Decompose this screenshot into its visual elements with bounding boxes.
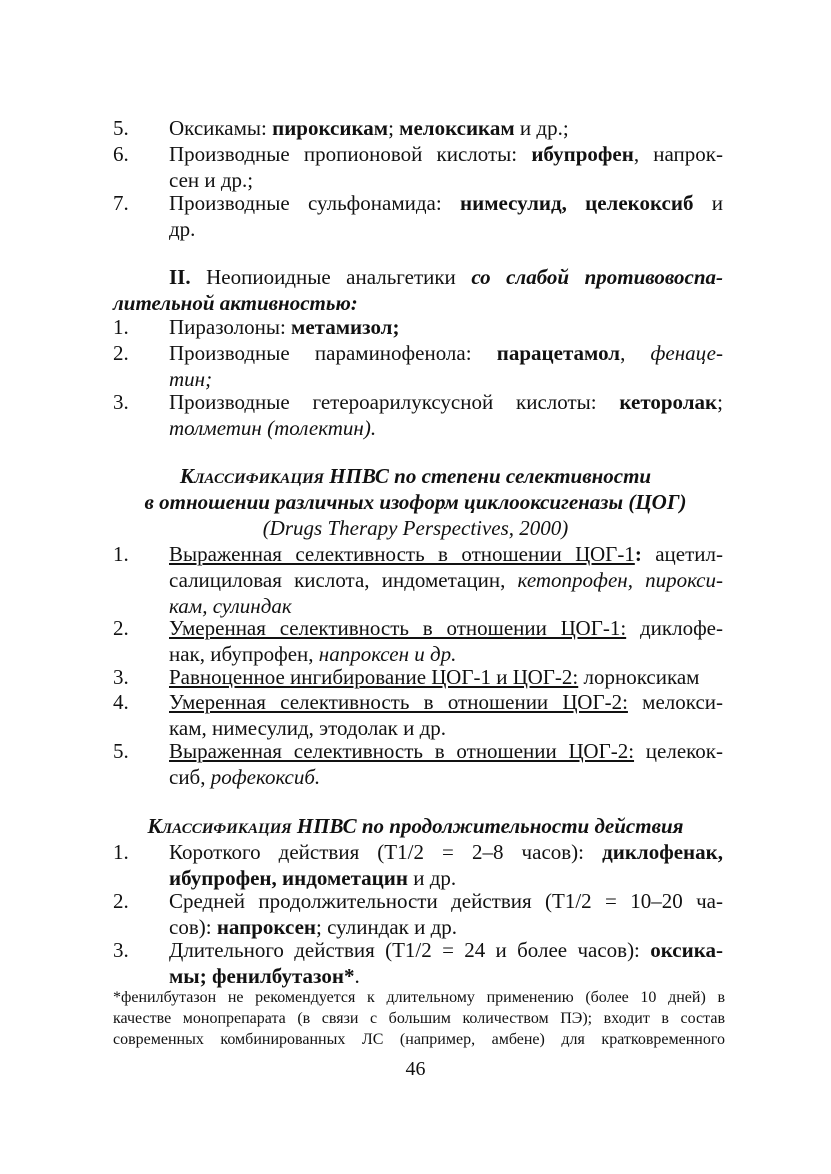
- item-number: 1.: [113, 315, 129, 339]
- item-number: 7.: [113, 191, 129, 215]
- item-number: 4.: [113, 690, 129, 714]
- item-number: 5.: [113, 116, 129, 140]
- section-heading: Классификация НПВС по степени селективности: [179, 464, 652, 488]
- drug-name: парацетамол: [496, 341, 621, 365]
- drug-name: диклофенак,: [602, 840, 723, 864]
- drug-name: мы; фенилбутазон*: [169, 964, 355, 988]
- item-number: 2.: [113, 341, 129, 365]
- drug-name: нимесулид, целекоксиб: [460, 191, 694, 215]
- item-number: 2.: [113, 889, 129, 913]
- section-heading-line: в отношении различных изоформ циклооксигеназы (ЦОГ): [144, 490, 687, 514]
- section-ii-paragraph: II. Неопиоидные анальгетики со слабой противовоспа- лительной активностью:: [113, 265, 723, 315]
- drug-name: кеторолак: [619, 390, 718, 414]
- drug-name: напроксен: [216, 915, 317, 939]
- item-number: 3.: [113, 938, 129, 962]
- item-number: 2.: [113, 616, 129, 640]
- footnote: *фенилбутазон не рекомендуется к длительному применению (более 10 дней) в качестве монопрепарата (в связи с большим количеством ПЭ); входит в состав современных комбинированных ЛС (например, амбене) для кратковременного: [113, 989, 725, 1048]
- item-number: 6.: [113, 142, 129, 166]
- drug-name: ибупрофен: [531, 142, 634, 166]
- item-text: Пиразолоны: метамизол;: [169, 315, 400, 339]
- page-number: 46: [405, 1058, 426, 1080]
- item-text: Производные сульфонамида: нимесулид, целекоксиб и др.: [169, 191, 723, 241]
- item-text: Короткого действия (Т1/2 = 2–8 часов): диклофенак, ибупрофен, индометацин и др.: [169, 840, 723, 890]
- item-text: Оксикамы: пироксикам; мелоксикам и др.;: [169, 116, 569, 140]
- item-text: Производные гетероарилуксусной кислоты: кеторолак; толметин (толектин).: [169, 390, 723, 440]
- drug-name: метамизол;: [291, 315, 400, 339]
- drug-name: оксика-: [650, 938, 723, 962]
- section-heading: Классификация НПВС по продолжительности действия: [147, 814, 684, 838]
- item-number: 1.: [113, 840, 129, 864]
- item-number: 1.: [113, 542, 129, 566]
- item-text: Умеренная селективность в отношении ЦОГ-2: мелокси- кам, нимесулид, этодолак и др.: [169, 690, 723, 740]
- item-text: Выраженная селективность в отношении ЦОГ-1: ацетил- салициловая кислота, индометацин, кетопрофен, пирокси- кам, сулиндак: [169, 542, 723, 618]
- item-number: 3.: [113, 665, 129, 689]
- heading-source: (Drugs Therapy Perspectives, 2000): [262, 516, 569, 540]
- drug-name: ибупрофен, индометацин: [169, 866, 408, 890]
- item-text: Средней продолжительности действия (Т1/2 = 10–20 ча- сов): напроксен; сулиндак и др.: [169, 889, 723, 939]
- item-number: 3.: [113, 390, 129, 414]
- drug-name: пироксикам: [272, 116, 389, 140]
- section-roman: II.: [169, 265, 191, 289]
- item-text: Выраженная селективность в отношении ЦОГ-2: целекок- сиб, рофекоксиб.: [169, 739, 723, 789]
- item-text: Равноценное ингибирование ЦОГ-1 и ЦОГ-2: лорноксикам: [169, 665, 700, 689]
- item-text: Производные пропионовой кислоты: ибупрофен, напрок- сен и др.;: [169, 142, 723, 192]
- item-text: Производные параминофенола: парацетамол, фенаце- тин;: [169, 341, 724, 391]
- drug-name: мелоксикам: [399, 116, 515, 140]
- item-text: Умеренная селективность в отношении ЦОГ-1: диклофе- нак, ибупрофен, напроксен и др.: [169, 616, 723, 666]
- item-text: Длительного действия (Т1/2 = 24 и более часов): оксика- мы; фенилбутазон*.: [169, 938, 723, 988]
- item-number: 5.: [113, 739, 129, 763]
